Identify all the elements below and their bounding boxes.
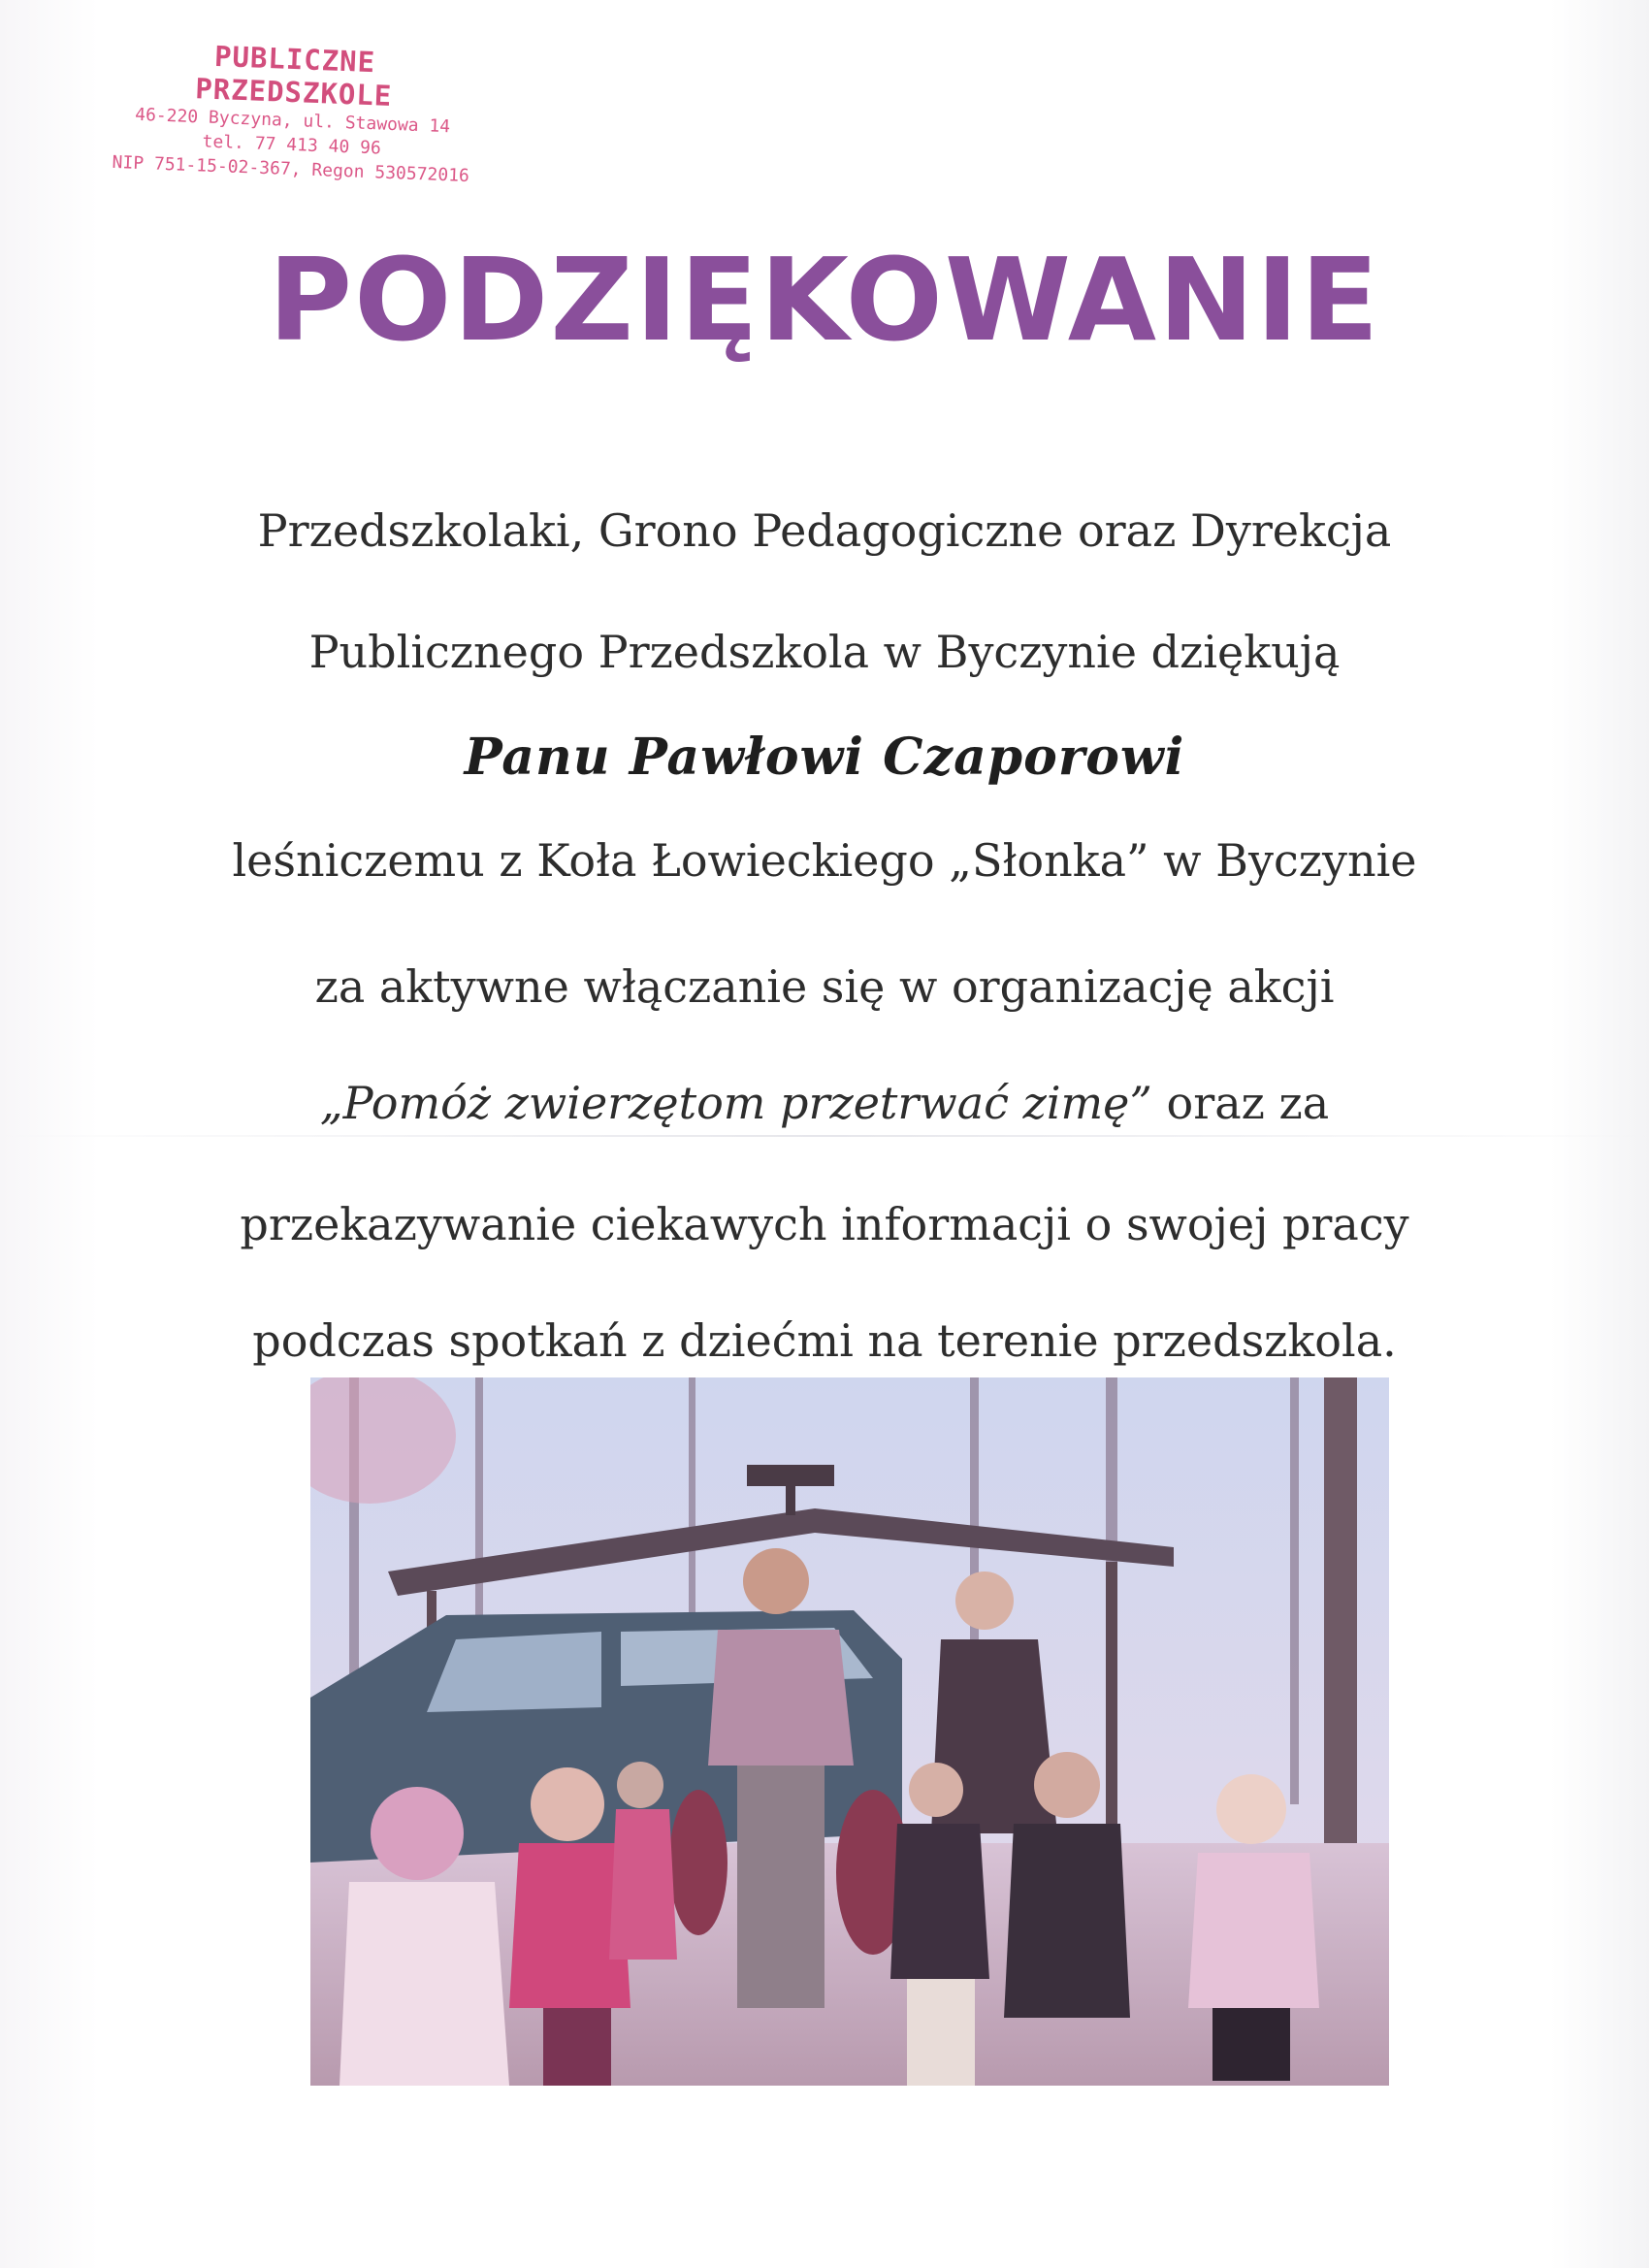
paper-fold-line xyxy=(0,1135,1649,1137)
recipient-name: Panu Pawłowi Czaporowi xyxy=(464,728,1185,787)
stamp-address: 46-220 Byczyna, ul. Stawowa 14 xyxy=(134,104,451,138)
text-line-7: podczas spotkań z dziećmi na terenie przedszkola. xyxy=(252,1314,1397,1367)
photo-illustration xyxy=(310,1377,1389,2086)
text-line-4: za aktywne włączanie się w organizację akcji xyxy=(314,960,1335,1013)
campaign-name: „Pomóż zwierzętom przetrwać zimę” xyxy=(319,1077,1152,1129)
tree-trunk xyxy=(1324,1377,1357,1921)
group-photo xyxy=(310,1377,1389,2086)
text-line-3: leśniczemu z Koła Łowieckiego „Słonka” w Byczynie xyxy=(232,834,1417,887)
stamp-ids: NIP 751-15-02-367, Regon 530572016 xyxy=(112,151,470,187)
document-title: PODZIĘKOWANIE xyxy=(268,233,1381,367)
text-line-6: przekazywanie ciekawych informacji o swojej pracy xyxy=(240,1198,1409,1250)
institution-stamp xyxy=(106,36,479,188)
text-line-5 xyxy=(0,1077,1649,1129)
stamp-phone: tel. 77 413 40 96 xyxy=(202,131,382,159)
stamp-name: PUBLICZNE PRZEDSZKOLE xyxy=(194,39,393,113)
text-line-1: Przedszkolaki, Grono Pedagogiczne oraz Dyrekcja xyxy=(257,504,1392,557)
text-line-5-rest: oraz za xyxy=(1151,1077,1330,1129)
text-line-2: Publicznego Przedszkola w Byczynie dziękują xyxy=(308,626,1341,678)
